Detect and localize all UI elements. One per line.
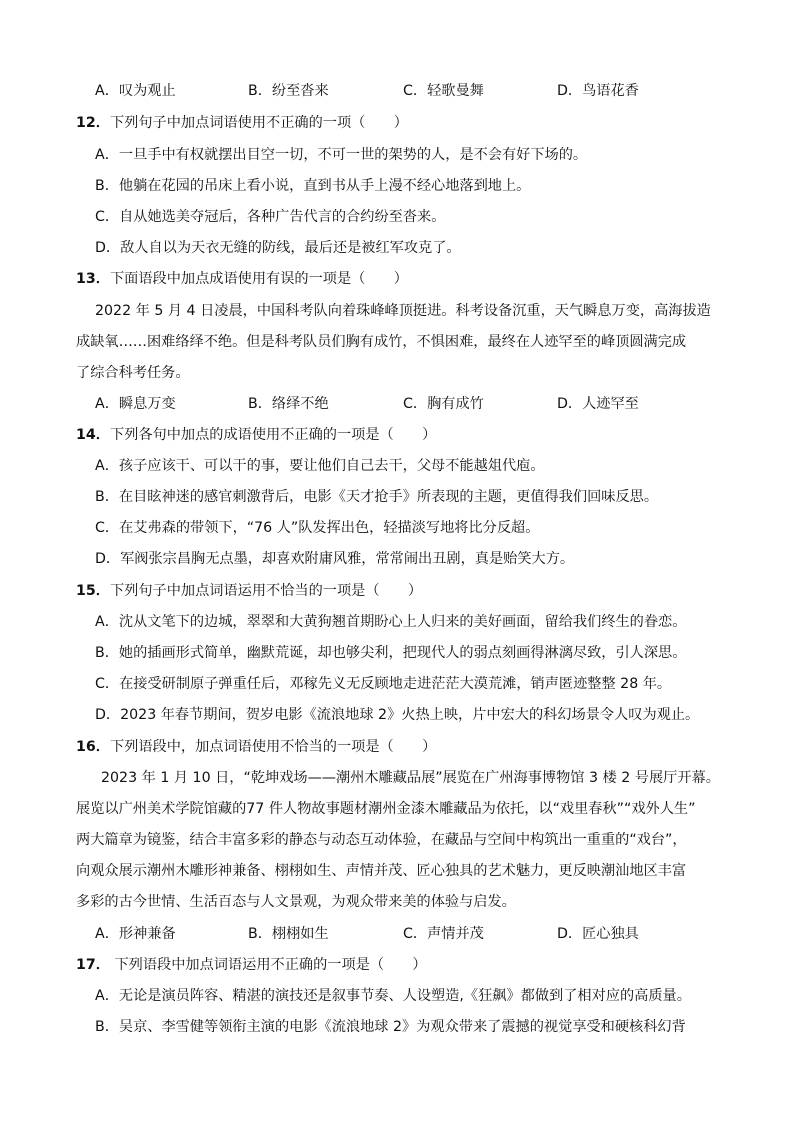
q11-option-d: D．鸟语花香 (557, 83, 639, 99)
q16-option-b: B．栩栩如生 (248, 926, 329, 942)
q17-heading (76, 955, 427, 975)
q12-heading (76, 113, 408, 133)
q15-option-d: D．2023 年春节期间，贺岁电影《流浪地球 2》火热上映，片中宏大的科幻场景令人叹为观止。 (95, 707, 700, 723)
q13-heading (76, 269, 408, 289)
q16-passage-line-1: 2023 年 1 月 10 日，“乾坤戏场——潮州木雕藏品展”展览在广州海事博物馆 3 楼 2 号展厅开幕。 (101, 770, 720, 786)
q15-option-c: C．在接受研制原子弹重任后，邓稼先义无反顾地走进茫茫大漠荒滩，销声匿迹整整 28 年。 (95, 676, 672, 692)
q16-passage-line-4: 向观众展示潮州木雕形神兼备、栩栩如生、声情并茂、匠心独具的艺术魅力，更反映潮汕地区丰富 (76, 863, 687, 879)
q14-stem: 下列各句中加点的成语使用不正确的一项是（ ） (109, 427, 437, 443)
q16-option-c: C．声情并茂 (403, 926, 484, 942)
q13-number: 13． (76, 271, 110, 287)
q13-passage-line-1: 2022 年 5 月 4 日凌晨，中国科考队向着珠峰峰顶挺进。科考设备沉重，天气瞬息万变，高海拔造 (95, 303, 711, 319)
q15-heading (76, 581, 422, 601)
q12-option-a: A．一旦手中有权就摆出目空一切，不可一世的架势的人，是不会有好下场的。 (95, 147, 588, 163)
q12-option-b: B．他躺在花园的吊床上看小说，直到书从手上漫不经心地落到地上。 (95, 178, 531, 194)
q14-option-d: D．军阀张宗昌胸无点墨，却喜欢附庸风雅，常常闹出丑剧，真是贻笑大方。 (95, 551, 575, 567)
q12-number: 12． (76, 115, 110, 131)
q17-number: 17． (76, 957, 110, 973)
q12-option-d: D．敌人自以为天衣无缝的防线，最后还是被红军攻克了。 (95, 240, 461, 256)
q15-stem: 下列句子中加点词语运用不恰当的一项是（ ） (109, 583, 423, 599)
q13-option-c: C．胸有成竹 (403, 396, 484, 412)
q16-passage-line-2: 展览以广州美术学院馆藏的77 件人物故事题材潮州金漆木雕藏品为依托，以“戏里春秋”“戏外人生” (76, 801, 696, 817)
q13-passage-line-2: 成缺氧……困难络绎不绝。但是科考队员们胸有成竹，不惧困难，最终在人迹罕至的峰顶圆满完成 (76, 334, 687, 350)
q14-option-c: C．在艾弗森的带领下，“76 人”队发挥出色，轻描淡写地将比分反超。 (95, 520, 540, 536)
q15-option-a: A．沈从文笔下的边城，翠翠和大黄狗翘首期盼心上人归来的美好画面，留给我们终生的眷恋。 (95, 614, 687, 630)
q14-number: 14． (76, 427, 110, 443)
q16-passage-line-3: 两大篇章为镜鉴，结合丰富多彩的静态与动态互动体验，在藏品与空间中构筑出一重重的“戏台”， (76, 832, 687, 848)
q13-option-b: B．络绎不绝 (248, 396, 329, 412)
q13-option-a: A．瞬息万变 (95, 396, 176, 412)
q13-stem: 下面语段中加点成语使用有误的一项是（ ） (109, 271, 408, 287)
q13-option-d: D．人迹罕至 (557, 396, 639, 412)
q17-option-b: B．吴京、李雪健等领衔主演的电影《流浪地球 2》为观众带来了震撼的视觉享受和硬核科幻背 (95, 1019, 686, 1035)
q16-heading (76, 737, 436, 757)
q17-stem: 下列语段中加点词语运用不正确的一项是（ ） (109, 957, 427, 973)
q14-heading (76, 425, 436, 445)
q11-option-a: A．叹为观止 (95, 83, 176, 99)
q14-option-a: A．孩子应该干、可以干的事，要让他们自己去干，父母不能越俎代庖。 (95, 458, 545, 474)
q17-option-a: A．无论是演员阵容、精湛的演技还是叙事节奏、人设塑造,《狂飙》都做到了相对应的高质量。 (95, 988, 691, 1004)
q15-number: 15． (76, 583, 110, 599)
q16-passage-line-5: 多彩的古今世情、生活百态与人文景观，为观众带来美的体验与启发。 (76, 894, 516, 910)
q11-option-b: B．纷至沓来 (248, 83, 329, 99)
q12-option-c: C．自从她选美夺冠后，各种广告代言的合约纷至沓来。 (95, 209, 446, 225)
q13-passage-line-3: 了综合科考任务。 (76, 365, 190, 381)
q16-option-a: A．形神兼备 (95, 926, 176, 942)
q11-option-c: C．轻歌曼舞 (403, 83, 484, 99)
q16-stem: 下列语段中，加点词语使用不恰当的一项是（ ） (109, 739, 437, 755)
q14-option-b: B．在目眩神迷的感官刺激背后，电影《天才抢手》所表现的主题，更值得我们回味反思。 (95, 489, 659, 505)
q16-number: 16． (76, 739, 110, 755)
q16-option-d: D．匠心独具 (557, 926, 639, 942)
q12-stem: 下列句子中加点词语使用不正确的一项（ ） (109, 115, 408, 131)
q15-option-b: B．她的插画形式简单，幽默荒诞，却也够尖利，把现代人的弱点刻画得淋漓尽致，引人深思。 (95, 645, 687, 661)
